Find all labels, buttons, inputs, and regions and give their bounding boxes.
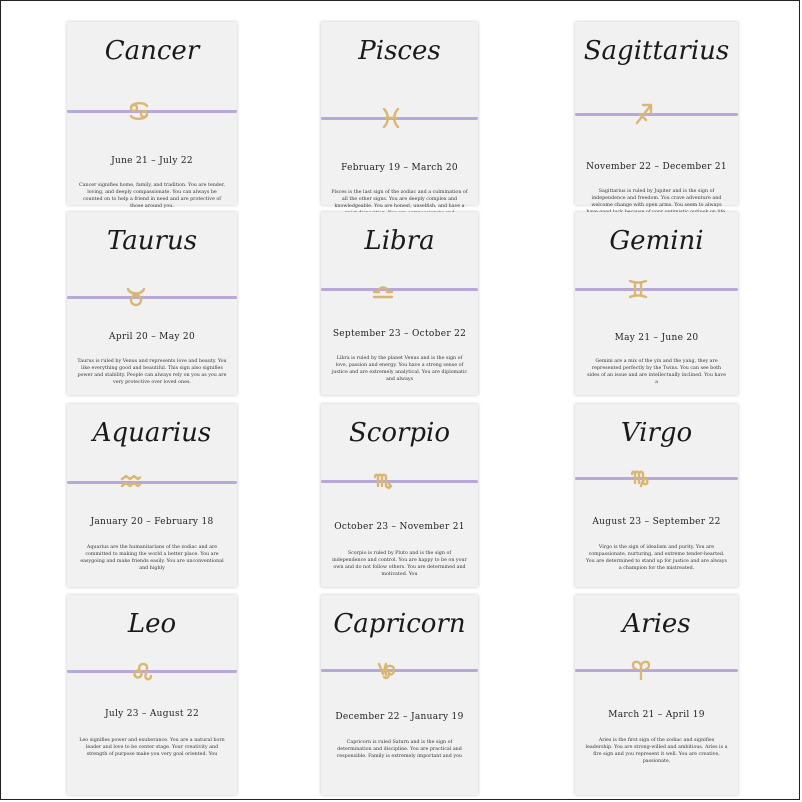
card-title: Pisces <box>358 36 441 66</box>
card-title: Leo <box>127 609 177 639</box>
card-dates: December 22 – January 19 <box>335 712 464 722</box>
card-description: Libra is ruled by the planet Venus and is the sign of love, passion and energy. You have a strong sense of justice and are extremely analytical. You are diplomatic and always <box>331 356 468 382</box>
bracelet-cord <box>67 110 237 113</box>
card-dates: January 20 – February 18 <box>90 517 214 527</box>
card-description: Scorpio is ruled by Pluto and is the sign of independence and control. You are happy to be on your own and do not follow others. You are determined and motivated. You <box>332 551 467 577</box>
card-description: Aries is the first sign of the zodiac and signifies leadership. You are strong-willed and ambitious. Aries is a fire sign and you represent it well. You are creative, passionate, <box>585 738 728 764</box>
card-title: Aquarius <box>92 418 212 448</box>
gemini-symbol-icon <box>626 277 650 301</box>
zodiac-card-libra <box>321 212 478 395</box>
card-dates: February 19 – March 20 <box>341 163 458 173</box>
zodiac-card-gemini <box>575 212 738 395</box>
zodiac-card-aquarius <box>67 404 237 587</box>
scorpio-symbol-icon <box>372 469 396 493</box>
card-description: Capricorn is ruled Saturn and is the sign of determination and discipline. You are practical and responsible. Family is extremely important and you <box>336 740 463 759</box>
capricorn-symbol-icon <box>376 658 400 682</box>
card-dates: July 23 – August 22 <box>104 709 199 719</box>
libra-symbol-icon <box>371 277 395 301</box>
virgo-symbol-icon <box>629 466 653 490</box>
card-description: Sagittarius is ruled by Jupiter and is the sign of independence and freedom. You crave adventure and welcome change with open arms. You seem to always <box>591 189 722 208</box>
taurus-symbol-icon <box>124 285 148 309</box>
card-dates: September 23 – October 22 <box>332 329 467 339</box>
card-description: Virgo is the sign of idealism and purity. You are compassionate, nurturing, and extreme tender-hearted. You are determined to stand up for justice and are always a champion for the mistreated. <box>586 545 727 571</box>
card-dates: April 20 – May 20 <box>109 332 195 342</box>
card-description: Aquarius are the humanitarians of the zodiac and are committed to making the world a better place. You are easygoing and make friends easily. You are unconventional and highly <box>80 545 224 571</box>
card-title: Capricorn <box>333 609 466 639</box>
card-dates: March 21 – April 19 <box>608 710 705 720</box>
zodiac-card-scorpio <box>321 404 478 587</box>
card-dates: June 21 – July 22 <box>111 156 193 166</box>
zodiac-card-cancer <box>67 22 237 209</box>
zodiac-card-sagittarius <box>575 22 738 208</box>
leo-symbol-icon <box>131 659 155 683</box>
card-dates: May 21 – June 20 <box>614 333 699 343</box>
bracelet-cord <box>67 481 237 484</box>
card-title: Sagittarius <box>583 36 730 66</box>
bracelet-cord <box>575 288 738 291</box>
zodiac-card-taurus <box>67 212 237 395</box>
aquarius-symbol-icon <box>119 470 143 494</box>
card-title: Libra <box>364 226 435 256</box>
bracelet-cord <box>67 296 237 299</box>
card-title: Taurus <box>106 226 198 256</box>
card-description: Cancer signifies home, family, and tradition. You are tender, loving, and deeply compassionate. You can always be counted on to help a friend in need and are protective of those around you. <box>78 183 225 209</box>
sagittarius-symbol-icon <box>632 102 656 126</box>
card-description: Pisces is the last sign of the zodiac and a culmination of all the other signs. You are deeply complex and knowledgeable. You are honest, unselfish, and have a <box>331 190 468 209</box>
pisces-symbol-icon <box>379 106 403 130</box>
zodiac-card-pisces <box>321 22 478 209</box>
card-title: Virgo <box>620 418 693 448</box>
bracelet-cord <box>575 477 738 480</box>
card-description: Gemini are a mix of the yin and the yang, they are represented perfectly by the Twins. You can see both sides of an issue and are intellectually inclined. You have a <box>587 359 726 385</box>
bracelet-cord <box>321 288 478 291</box>
card-description: Leo signifies power and exuberance. You are a natural born leader and love to be center stage. Your creativity and strength of purpose make you very goal oriented. You <box>79 738 225 757</box>
zodiac-card-leo <box>67 595 237 795</box>
cancer-symbol-icon <box>127 99 151 123</box>
card-dates: August 23 – September 22 <box>592 517 721 527</box>
card-dates: November 22 – December 21 <box>586 162 727 172</box>
card-dates: October 23 – November 21 <box>334 522 465 532</box>
bracelet-cord <box>575 113 738 116</box>
card-title: Cancer <box>104 36 200 66</box>
aries-symbol-icon <box>629 658 653 682</box>
zodiac-card-virgo <box>575 404 738 587</box>
zodiac-card-aries <box>575 595 738 795</box>
card-title: Aries <box>622 609 691 639</box>
card-title: Scorpio <box>348 418 451 448</box>
card-title: Gemini <box>609 226 704 256</box>
card-description: Taurus is ruled by Venus and represents love and beauty. You like everything good and beautiful. This sign also signifies power and stability. People can always rely on you as you are very protective over loved ones. <box>77 359 227 385</box>
bracelet-cord <box>575 669 738 672</box>
zodiac-card-capricorn <box>321 595 478 795</box>
bracelet-cord <box>321 480 478 483</box>
